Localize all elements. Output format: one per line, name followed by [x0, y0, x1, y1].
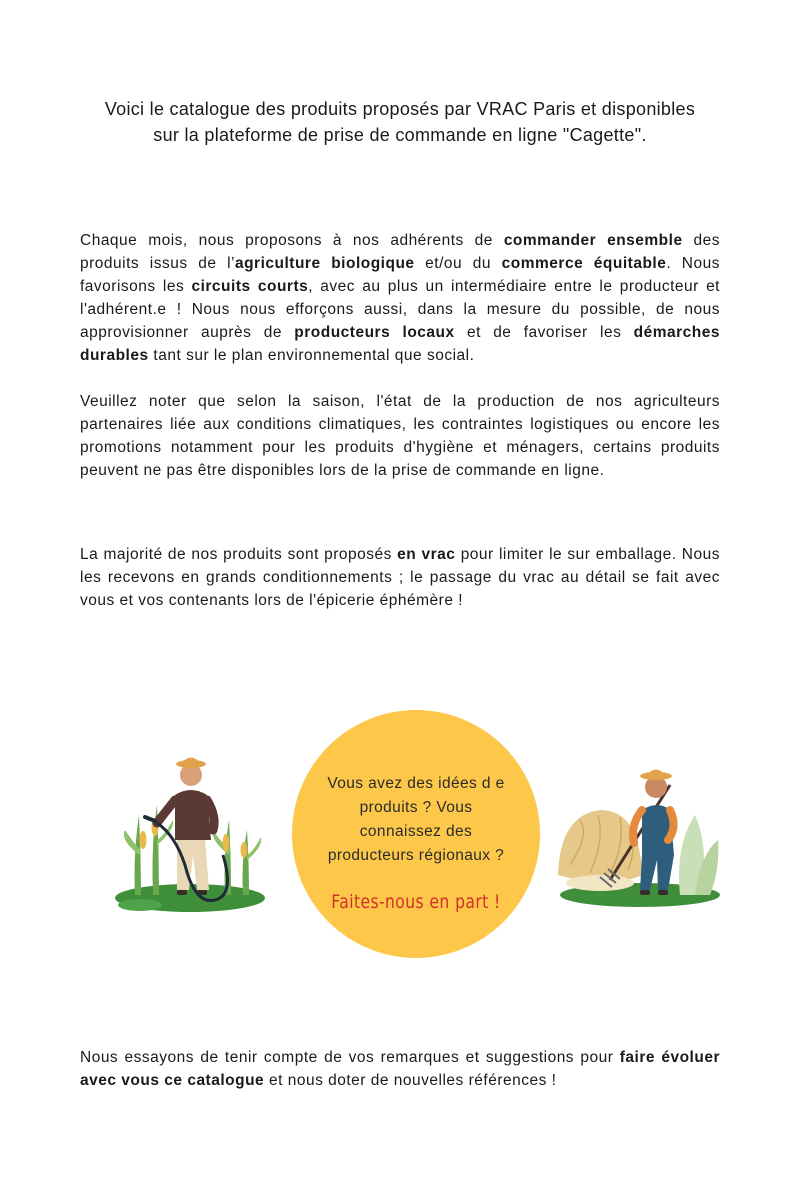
callout-cta: Faites-nous en part ! — [331, 891, 501, 913]
text-segment: et nous doter de nouvelles références ! — [264, 1072, 557, 1089]
bold-phrase: faire évoluer avec vous ce catalogue — [80, 1049, 720, 1089]
text-segment: et de favoriser les — [454, 324, 634, 341]
text-segment: Chaque mois, nous proposons à nos adhérents de — [80, 232, 504, 249]
text-segment: pour limiter le sur emballage. Nous les recevons en grands conditionnements ; le passage du vrac au détail se fait avec vous et vos contenants lors de l'épicerie éphémère ! — [80, 546, 720, 609]
text-segment: tant sur le plan environnemental que social. — [148, 347, 475, 364]
bold-phrase: circuits courts — [191, 278, 309, 295]
bold-phrase: agriculture biologique — [234, 255, 415, 272]
paragraph-disponibilite: Veuillez noter que selon la saison, l'état de la production de nos agriculteurs partenaires liée aux conditions climatiques, les contraintes logistiques ou encore les promotions notamment pour les produits d'hygiène et ménagers, certains produits peuvent ne pas être disponibles lors de la prise de commande en ligne. — [80, 393, 720, 479]
bold-phrase: commerce équitable — [501, 255, 667, 272]
farmer-hay-illustration — [550, 755, 720, 925]
intro-text: Voici le catalogue des produits proposés par VRAC Paris et disponibles sur la plateforme de prise de commande en ligne "Cagette". — [104, 99, 696, 145]
text-segment: et/ou du — [414, 255, 502, 272]
callout-question: Vous avez des idées d e produits ? Vous connaissez des producteurs régionaux ? — [327, 775, 505, 864]
text-segment: Nous essayons de tenir compte de vos remarques et suggestions pour — [80, 1049, 620, 1066]
text-segment: des produits issus de l’ — [80, 232, 720, 272]
paragraph-commander-ensemble — [80, 229, 720, 367]
bold-phrase: producteurs locaux — [294, 324, 455, 341]
farmer-watering-illustration — [105, 745, 270, 925]
text-segment: . Nous favorisons les — [80, 255, 720, 295]
bold-phrase: commander ensemble — [503, 232, 683, 249]
paragraph-vrac — [80, 543, 720, 612]
bold-phrase: en vrac — [397, 546, 456, 563]
suggestion-callout — [292, 710, 540, 958]
paragraph-suggestions — [80, 1046, 720, 1092]
text-segment: La majorité de nos produits sont proposés — [80, 546, 398, 563]
bold-phrase: démarches durables — [80, 324, 720, 364]
text-segment: , avec au plus un intermédiaire entre le producteur et l'adhérent.e ! Nous nous efforçons aussi, dans la mesure du possible, de nous approvisionner auprès de — [80, 278, 720, 341]
